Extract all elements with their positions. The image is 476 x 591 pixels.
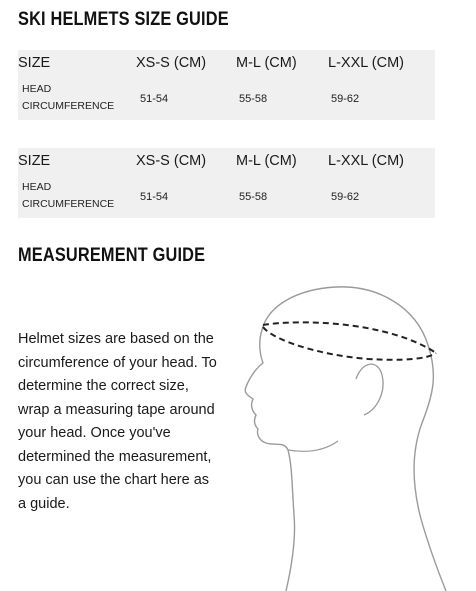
measuring-tape-back xyxy=(263,322,436,353)
table-header-l-xxl: L-XXL (CM) xyxy=(328,153,404,169)
table-header-m-l: M-L (CM) xyxy=(236,55,297,71)
size-table-1 xyxy=(18,50,435,120)
table-cell-xs-s: 51-54 xyxy=(140,93,169,105)
row-label-line: HEAD xyxy=(22,83,52,95)
table-row-label xyxy=(22,81,114,115)
measurement-guide-text: Helmet sizes are based on the circumference of your head. To determine the correct size, wrap a measuring tape around your head. Once you've determined the measurement, you can use the chart here as a guide. xyxy=(18,331,217,512)
table-header-xs-s: XS-S (CM) xyxy=(136,153,207,169)
table-header-m-l: M-L (CM) xyxy=(236,153,297,169)
face-profile-outline xyxy=(245,330,294,591)
table-header-xs-s: XS-S (CM) xyxy=(136,55,207,71)
head-profile-illustration xyxy=(228,275,476,591)
table-cell-l-xxl: 59-62 xyxy=(331,93,360,105)
size-table-2 xyxy=(18,148,435,218)
head-outline-back xyxy=(262,287,446,591)
table-header-l-xxl: L-XXL (CM) xyxy=(328,55,404,71)
table-row-label xyxy=(22,179,114,213)
table-cell-xs-s: 51-54 xyxy=(140,191,169,203)
table-cell-m-l: 55-58 xyxy=(239,93,268,105)
table-header-size: SIZE xyxy=(18,55,51,71)
measurement-guide-heading: MEASUREMENT GUIDE xyxy=(18,245,206,266)
page-title: SKI HELMETS SIZE GUIDE xyxy=(18,9,229,30)
measuring-tape-front xyxy=(263,327,436,360)
ear-outline xyxy=(356,364,383,415)
table-cell-m-l: 55-58 xyxy=(239,191,268,203)
row-label-line: CIRCUMFERENCE xyxy=(22,198,115,210)
table-cell-l-xxl: 59-62 xyxy=(331,191,360,203)
table-header-size: SIZE xyxy=(18,153,51,169)
row-label-line: HEAD xyxy=(22,181,52,193)
jaw-outline xyxy=(288,441,338,451)
row-label-line: CIRCUMFERENCE xyxy=(22,100,115,112)
